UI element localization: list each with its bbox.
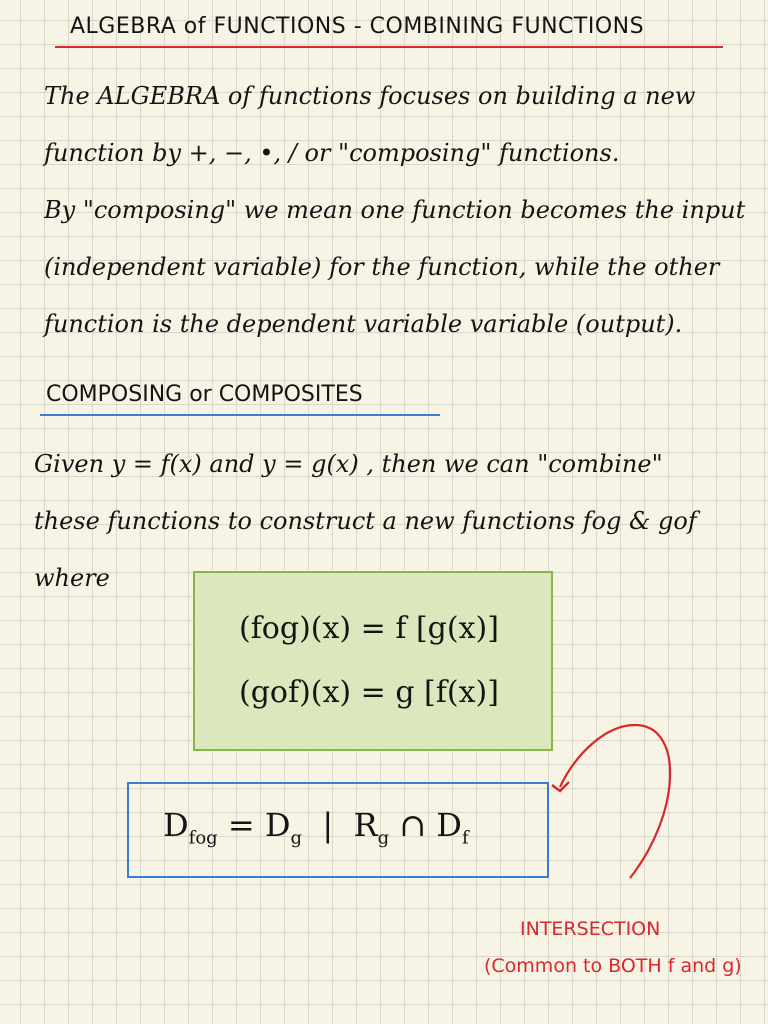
range-subscript: g — [377, 827, 390, 849]
section-underline — [40, 414, 440, 416]
domain-subscript: f — [461, 827, 469, 849]
intersection-symbol: ∩ — [399, 806, 427, 844]
gof-formula: (gof)(x) = g [f(x)] — [239, 675, 499, 710]
given-line: these functions to construct a new functions fog & gof — [34, 507, 697, 535]
section-heading: COMPOSING or COMPOSITES — [46, 382, 363, 407]
domain-subscript: g — [290, 827, 303, 849]
page-title: ALGEBRA of FUNCTIONS - COMBINING FUNCTIONS — [70, 14, 645, 39]
annotation-intersection: INTERSECTION — [520, 918, 661, 940]
domain-symbol: D — [163, 806, 189, 844]
intro-line: By "composing" we mean one function becomes the input — [44, 196, 746, 224]
annotation-common: (Common to BOTH f and g) — [484, 955, 742, 977]
range-symbol: R — [353, 806, 378, 844]
intro-line: function by +, −, •, / or "composing" functions. — [44, 139, 620, 167]
curved-arrow-icon — [540, 715, 690, 885]
intro-paragraph — [44, 68, 744, 353]
given-line: where — [34, 564, 110, 592]
intro-line: function is the dependent variable variable (output). — [44, 310, 683, 338]
composition-formula-box — [193, 571, 553, 751]
given-line: Given y = f(x) and y = g(x) , then we can "combine" — [34, 450, 663, 478]
equals-sign: = — [227, 806, 255, 844]
domain-subscript: fog — [188, 827, 218, 849]
title-underline — [55, 46, 723, 48]
intro-line: The ALGEBRA of functions focuses on building a new — [44, 82, 696, 110]
such-that-bar: | — [322, 806, 334, 844]
domain-symbol: D — [436, 806, 462, 844]
domain-rule-box — [127, 782, 549, 878]
intro-line: (independent variable) for the function, while the other — [44, 253, 720, 281]
fog-formula: (fog)(x) = f [g(x)] — [239, 611, 499, 646]
domain-symbol: D — [264, 806, 291, 844]
domain-rule — [163, 806, 469, 848]
